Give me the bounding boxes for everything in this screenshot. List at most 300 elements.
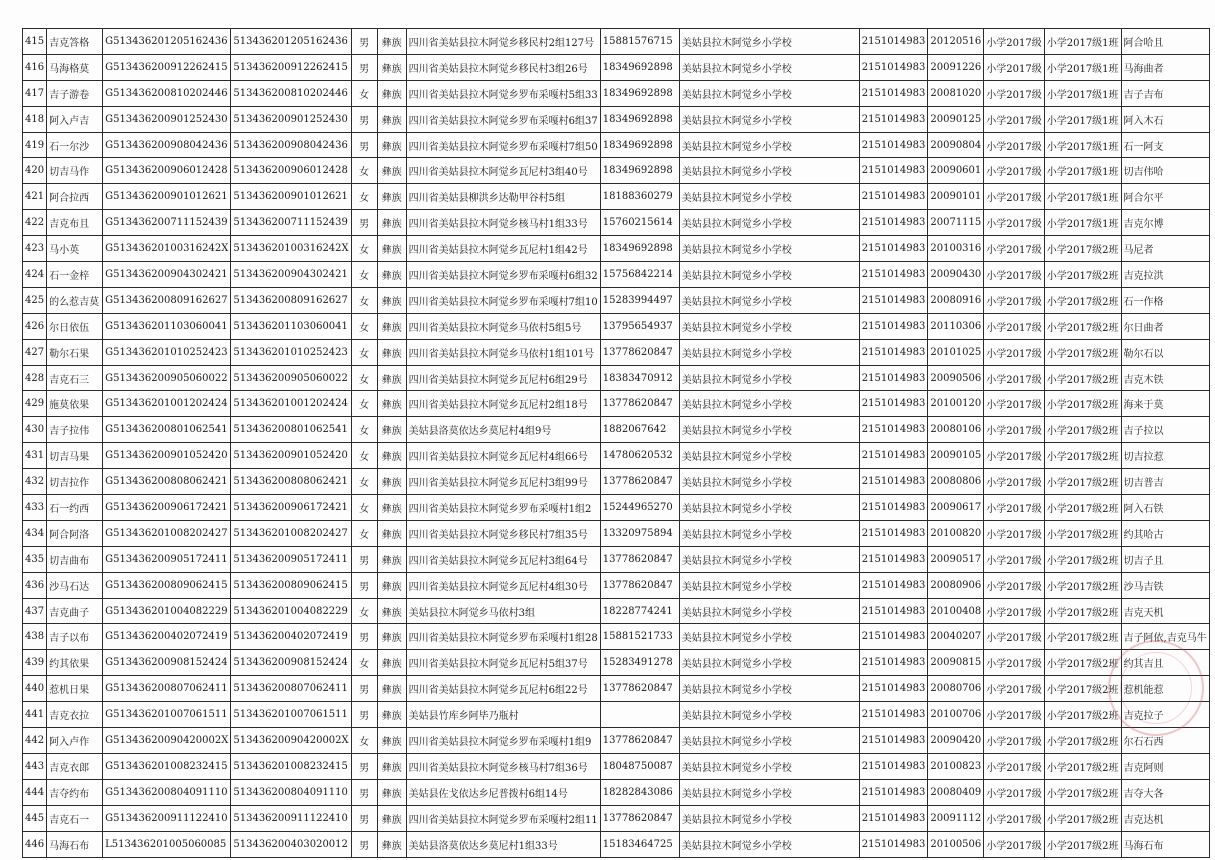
grade-cell: 小学2017级 bbox=[984, 132, 1044, 158]
row-number-cell: 429 bbox=[23, 391, 47, 417]
student-registry-id-cell: G513436200912262415 bbox=[103, 54, 231, 80]
row-number-cell: 427 bbox=[23, 339, 47, 365]
school-name-cell: 美姑县拉木阿觉乡小学校 bbox=[679, 184, 859, 210]
table-row bbox=[23, 572, 1210, 598]
student-name-cell: 阿入卢作 bbox=[47, 728, 103, 754]
id-card-number-cell: 513436201004082229 bbox=[231, 598, 351, 624]
guardian-name-cell: 吉克阿则 bbox=[1121, 753, 1209, 779]
gender-cell: 女 bbox=[351, 287, 377, 313]
guardian-name-cell: 海来于莫 bbox=[1121, 391, 1209, 417]
phone-number-cell: 18349692898 bbox=[600, 158, 679, 184]
ethnicity-cell: 彝族 bbox=[377, 287, 406, 313]
guardian-name-cell: 阿入石铁 bbox=[1121, 495, 1209, 521]
id-card-number-cell: 513436201103060041 bbox=[231, 313, 351, 339]
student-registry-id-cell: G513436201010252423 bbox=[103, 339, 231, 365]
guardian-name-cell: 约其哈古 bbox=[1121, 520, 1209, 546]
home-address-cell: 四川省美姑县拉木阿觉乡罗布采嘎村6组32 bbox=[406, 262, 600, 288]
row-number-cell: 421 bbox=[23, 184, 47, 210]
class-name-cell: 小学2017级2班 bbox=[1044, 728, 1121, 754]
school-code-cell: 2151014983 bbox=[859, 106, 928, 132]
school-name-cell: 美姑县拉木阿觉乡小学校 bbox=[679, 469, 859, 495]
id-card-number-cell: 513436201205162436 bbox=[231, 29, 351, 55]
guardian-name-cell: 石一阿支 bbox=[1121, 132, 1209, 158]
id-card-number-cell: 513436200809062415 bbox=[231, 572, 351, 598]
grade-cell: 小学2017级 bbox=[984, 365, 1044, 391]
student-name-cell: 吉克衣拉 bbox=[47, 702, 103, 728]
gender-cell: 男 bbox=[351, 779, 377, 805]
ethnicity-cell: 彝族 bbox=[377, 624, 406, 650]
ethnicity-cell: 彝族 bbox=[377, 365, 406, 391]
student-registry-id-cell: G513436200908042436 bbox=[103, 132, 231, 158]
home-address-cell: 四川省美姑县拉木阿觉乡移民村7组35号 bbox=[406, 520, 600, 546]
school-code-cell: 2151014983 bbox=[859, 417, 928, 443]
birth-date-cell: 20090105 bbox=[928, 443, 984, 469]
ethnicity-cell: 彝族 bbox=[377, 210, 406, 236]
grade-cell: 小学2017级 bbox=[984, 417, 1044, 443]
grade-cell: 小学2017级 bbox=[984, 158, 1044, 184]
phone-number-cell: 18349692898 bbox=[600, 80, 679, 106]
home-address-cell: 四川省美姑县拉木阿觉乡瓦尼村1组42号 bbox=[406, 236, 600, 262]
birth-date-cell: 20091112 bbox=[928, 805, 984, 831]
school-code-cell: 2151014983 bbox=[859, 753, 928, 779]
school-code-cell: 2151014983 bbox=[859, 236, 928, 262]
student-registry-id-cell: G513436200901252430 bbox=[103, 106, 231, 132]
grade-cell: 小学2017级 bbox=[984, 469, 1044, 495]
class-name-cell: 小学2017级2班 bbox=[1044, 753, 1121, 779]
birth-date-cell: 20090815 bbox=[928, 650, 984, 676]
row-number-cell: 431 bbox=[23, 443, 47, 469]
school-code-cell: 2151014983 bbox=[859, 80, 928, 106]
student-name-cell: 阿合阿洛 bbox=[47, 520, 103, 546]
school-name-cell: 美姑县拉木阿觉乡小学校 bbox=[679, 495, 859, 521]
gender-cell: 男 bbox=[351, 54, 377, 80]
student-registry-id-cell: G513436200801062541 bbox=[103, 417, 231, 443]
school-code-cell: 2151014983 bbox=[859, 546, 928, 572]
home-address-cell: 四川省美姑县拉木阿觉乡马依村5组5号 bbox=[406, 313, 600, 339]
guardian-name-cell: 沙马吉铁 bbox=[1121, 572, 1209, 598]
id-card-number-cell: 513436200906012428 bbox=[231, 158, 351, 184]
guardian-name-cell: 切吉子且 bbox=[1121, 546, 1209, 572]
student-roster-table bbox=[22, 28, 1210, 858]
phone-number-cell: 15283994497 bbox=[600, 287, 679, 313]
table-row bbox=[23, 106, 1210, 132]
class-name-cell: 小学2017级1班 bbox=[1044, 132, 1121, 158]
school-name-cell: 美姑县拉木阿觉乡小学校 bbox=[679, 546, 859, 572]
table-row bbox=[23, 236, 1210, 262]
table-row bbox=[23, 805, 1210, 831]
guardian-name-cell: 吉克达机 bbox=[1121, 805, 1209, 831]
school-name-cell: 美姑县拉木阿觉乡小学校 bbox=[679, 365, 859, 391]
guardian-name-cell: 吉克拉子 bbox=[1121, 702, 1209, 728]
phone-number-cell: 13778620847 bbox=[600, 572, 679, 598]
phone-number-cell: 13778620847 bbox=[600, 546, 679, 572]
student-registry-id-cell: G513436201103060041 bbox=[103, 313, 231, 339]
class-name-cell: 小学2017级2班 bbox=[1044, 339, 1121, 365]
gender-cell: 女 bbox=[351, 495, 377, 521]
ethnicity-cell: 彝族 bbox=[377, 702, 406, 728]
class-name-cell: 小学2017级2班 bbox=[1044, 572, 1121, 598]
grade-cell: 小学2017级 bbox=[984, 520, 1044, 546]
table-row bbox=[23, 391, 1210, 417]
school-code-cell: 2151014983 bbox=[859, 831, 928, 857]
table-row bbox=[23, 779, 1210, 805]
school-code-cell: 2151014983 bbox=[859, 520, 928, 546]
grade-cell: 小学2017级 bbox=[984, 262, 1044, 288]
gender-cell: 男 bbox=[351, 210, 377, 236]
guardian-name-cell: 切吉普吉 bbox=[1121, 469, 1209, 495]
phone-number-cell: 18188360279 bbox=[600, 184, 679, 210]
home-address-cell: 四川省美姑县拉木阿觉乡瓦尼村6组22号 bbox=[406, 676, 600, 702]
id-card-number-cell: 51343620090420002X bbox=[231, 728, 351, 754]
birth-date-cell: 20100820 bbox=[928, 520, 984, 546]
phone-number-cell: 13778620847 bbox=[600, 391, 679, 417]
guardian-name-cell: 惹机能惹 bbox=[1121, 676, 1209, 702]
class-name-cell: 小学2017级2班 bbox=[1044, 469, 1121, 495]
table-row bbox=[23, 262, 1210, 288]
grade-cell: 小学2017级 bbox=[984, 106, 1044, 132]
school-name-cell: 美姑县拉木阿觉乡小学校 bbox=[679, 54, 859, 80]
school-name-cell: 美姑县拉木阿觉乡小学校 bbox=[679, 132, 859, 158]
phone-number-cell: 15881521733 bbox=[600, 624, 679, 650]
table-row bbox=[23, 728, 1210, 754]
phone-number-cell: 18228774241 bbox=[600, 598, 679, 624]
phone-number-cell: 1882067642 bbox=[600, 417, 679, 443]
row-number-cell: 437 bbox=[23, 598, 47, 624]
school-name-cell: 美姑县拉木阿觉乡小学校 bbox=[679, 728, 859, 754]
home-address-cell: 美姑县洛莫依达乡莫尼村4组9号 bbox=[406, 417, 600, 443]
row-number-cell: 426 bbox=[23, 313, 47, 339]
student-registry-id-cell: G513436200808062421 bbox=[103, 469, 231, 495]
table-row bbox=[23, 753, 1210, 779]
student-name-cell: 切吉拉作 bbox=[47, 469, 103, 495]
school-code-cell: 2151014983 bbox=[859, 262, 928, 288]
table-row bbox=[23, 365, 1210, 391]
class-name-cell: 小学2017级2班 bbox=[1044, 365, 1121, 391]
phone-number-cell: 18349692898 bbox=[600, 54, 679, 80]
student-registry-id-cell: G513436200904302421 bbox=[103, 262, 231, 288]
id-card-number-cell: 513436201008202427 bbox=[231, 520, 351, 546]
table-row bbox=[23, 54, 1210, 80]
ethnicity-cell: 彝族 bbox=[377, 495, 406, 521]
row-number-cell: 434 bbox=[23, 520, 47, 546]
school-code-cell: 2151014983 bbox=[859, 365, 928, 391]
class-name-cell: 小学2017级2班 bbox=[1044, 624, 1121, 650]
school-code-cell: 2151014983 bbox=[859, 572, 928, 598]
student-name-cell: 马小英 bbox=[47, 236, 103, 262]
school-code-cell: 2151014983 bbox=[859, 650, 928, 676]
birth-date-cell: 20091226 bbox=[928, 54, 984, 80]
birth-date-cell: 20080706 bbox=[928, 676, 984, 702]
phone-number-cell bbox=[600, 702, 679, 728]
class-name-cell: 小学2017级2班 bbox=[1044, 676, 1121, 702]
home-address-cell: 四川省美姑县拉木阿觉乡瓦尼村2组18号 bbox=[406, 391, 600, 417]
class-name-cell: 小学2017级2班 bbox=[1044, 417, 1121, 443]
home-address-cell: 四川省美姑县拉木阿觉乡瓦尼村4组30号 bbox=[406, 572, 600, 598]
phone-number-cell: 13320975894 bbox=[600, 520, 679, 546]
table-row bbox=[23, 624, 1210, 650]
school-code-cell: 2151014983 bbox=[859, 391, 928, 417]
student-name-cell: 吉子拉伟 bbox=[47, 417, 103, 443]
grade-cell: 小学2017级 bbox=[984, 598, 1044, 624]
school-code-cell: 2151014983 bbox=[859, 495, 928, 521]
table-row bbox=[23, 184, 1210, 210]
id-card-number-cell: 513436200911122410 bbox=[231, 805, 351, 831]
guardian-name-cell: 吉克拉洪 bbox=[1121, 262, 1209, 288]
class-name-cell: 小学2017级2班 bbox=[1044, 520, 1121, 546]
ethnicity-cell: 彝族 bbox=[377, 54, 406, 80]
school-name-cell: 美姑县拉木阿觉乡小学校 bbox=[679, 650, 859, 676]
class-name-cell: 小学2017级1班 bbox=[1044, 54, 1121, 80]
grade-cell: 小学2017级 bbox=[984, 236, 1044, 262]
student-name-cell: 切吉曲布 bbox=[47, 546, 103, 572]
gender-cell: 男 bbox=[351, 132, 377, 158]
student-name-cell: 的么惹吉莫 bbox=[47, 287, 103, 313]
phone-number-cell: 15283491278 bbox=[600, 650, 679, 676]
gender-cell: 女 bbox=[351, 236, 377, 262]
ethnicity-cell: 彝族 bbox=[377, 469, 406, 495]
gender-cell: 女 bbox=[351, 443, 377, 469]
school-code-cell: 2151014983 bbox=[859, 313, 928, 339]
table-row bbox=[23, 495, 1210, 521]
ethnicity-cell: 彝族 bbox=[377, 598, 406, 624]
school-name-cell: 美姑县拉木阿觉乡小学校 bbox=[679, 624, 859, 650]
row-number-cell: 423 bbox=[23, 236, 47, 262]
birth-date-cell: 20090506 bbox=[928, 365, 984, 391]
phone-number-cell: 18048750087 bbox=[600, 753, 679, 779]
class-name-cell: 小学2017级1班 bbox=[1044, 29, 1121, 55]
class-name-cell: 小学2017级2班 bbox=[1044, 236, 1121, 262]
id-card-number-cell: 513436200908152424 bbox=[231, 650, 351, 676]
student-registry-id-cell: G513436200911122410 bbox=[103, 805, 231, 831]
student-registry-id-cell: G513436200711152439 bbox=[103, 210, 231, 236]
grade-cell: 小学2017级 bbox=[984, 29, 1044, 55]
table-row bbox=[23, 29, 1210, 55]
gender-cell: 男 bbox=[351, 805, 377, 831]
home-address-cell: 四川省美姑县拉木阿觉乡核马村1组33号 bbox=[406, 210, 600, 236]
birth-date-cell: 20090125 bbox=[928, 106, 984, 132]
ethnicity-cell: 彝族 bbox=[377, 728, 406, 754]
student-registry-id-cell: G513436200402072419 bbox=[103, 624, 231, 650]
home-address-cell: 四川省美姑县拉木阿觉乡罗布采嘎村1组2 bbox=[406, 495, 600, 521]
class-name-cell: 小学2017级2班 bbox=[1044, 650, 1121, 676]
ethnicity-cell: 彝族 bbox=[377, 443, 406, 469]
school-name-cell: 美姑县拉木阿觉乡小学校 bbox=[679, 779, 859, 805]
table-row bbox=[23, 339, 1210, 365]
grade-cell: 小学2017级 bbox=[984, 495, 1044, 521]
student-name-cell: 阿入卢吉 bbox=[47, 106, 103, 132]
grade-cell: 小学2017级 bbox=[984, 676, 1044, 702]
id-card-number-cell: 513436200901052420 bbox=[231, 443, 351, 469]
school-name-cell: 美姑县拉木阿觉乡小学校 bbox=[679, 339, 859, 365]
student-registry-id-cell: G513436200905172411 bbox=[103, 546, 231, 572]
ethnicity-cell: 彝族 bbox=[377, 520, 406, 546]
student-registry-id-cell: G513436201008232415 bbox=[103, 753, 231, 779]
school-code-cell: 2151014983 bbox=[859, 676, 928, 702]
guardian-name-cell: 阿入木石 bbox=[1121, 106, 1209, 132]
guardian-name-cell: 马海曲者 bbox=[1121, 54, 1209, 80]
id-card-number-cell: 513436200908042436 bbox=[231, 132, 351, 158]
birth-date-cell: 20100706 bbox=[928, 702, 984, 728]
ethnicity-cell: 彝族 bbox=[377, 106, 406, 132]
grade-cell: 小学2017级 bbox=[984, 831, 1044, 857]
grade-cell: 小学2017级 bbox=[984, 443, 1044, 469]
table-row bbox=[23, 132, 1210, 158]
ethnicity-cell: 彝族 bbox=[377, 650, 406, 676]
gender-cell: 女 bbox=[351, 469, 377, 495]
home-address-cell: 四川省美姑县拉木阿觉乡瓦尼村3组40号 bbox=[406, 158, 600, 184]
guardian-name-cell: 吉子阿依,吉克马牛 bbox=[1121, 624, 1209, 650]
table-row bbox=[23, 598, 1210, 624]
ethnicity-cell: 彝族 bbox=[377, 779, 406, 805]
school-name-cell: 美姑县拉木阿觉乡小学校 bbox=[679, 158, 859, 184]
row-number-cell: 418 bbox=[23, 106, 47, 132]
student-name-cell: 勒尔石果 bbox=[47, 339, 103, 365]
birth-date-cell: 20071115 bbox=[928, 210, 984, 236]
class-name-cell: 小学2017级2班 bbox=[1044, 287, 1121, 313]
class-name-cell: 小学2017级2班 bbox=[1044, 805, 1121, 831]
roster-body bbox=[23, 29, 1210, 858]
gender-cell: 男 bbox=[351, 29, 377, 55]
gender-cell: 女 bbox=[351, 339, 377, 365]
guardian-name-cell: 吉克木铁 bbox=[1121, 365, 1209, 391]
phone-number-cell: 15756842214 bbox=[600, 262, 679, 288]
id-card-number-cell: 513436200808062421 bbox=[231, 469, 351, 495]
guardian-name-cell: 吉夺大各 bbox=[1121, 779, 1209, 805]
school-code-cell: 2151014983 bbox=[859, 339, 928, 365]
home-address-cell: 四川省美姑县拉木阿觉乡核马村7组36号 bbox=[406, 753, 600, 779]
student-name-cell: 约其依果 bbox=[47, 650, 103, 676]
id-card-number-cell: 513436201007061511 bbox=[231, 702, 351, 728]
school-name-cell: 美姑县拉木阿觉乡小学校 bbox=[679, 391, 859, 417]
ethnicity-cell: 彝族 bbox=[377, 339, 406, 365]
student-name-cell: 吉克答格 bbox=[47, 29, 103, 55]
ethnicity-cell: 彝族 bbox=[377, 80, 406, 106]
guardian-name-cell: 吉子吉布 bbox=[1121, 80, 1209, 106]
grade-cell: 小学2017级 bbox=[984, 184, 1044, 210]
school-name-cell: 美姑县拉木阿觉乡小学校 bbox=[679, 313, 859, 339]
ethnicity-cell: 彝族 bbox=[377, 753, 406, 779]
gender-cell: 女 bbox=[351, 598, 377, 624]
id-card-number-cell: 513436201008232415 bbox=[231, 753, 351, 779]
gender-cell: 男 bbox=[351, 624, 377, 650]
school-code-cell: 2151014983 bbox=[859, 624, 928, 650]
phone-number-cell: 15244965270 bbox=[600, 495, 679, 521]
phone-number-cell: 13778620847 bbox=[600, 728, 679, 754]
table-row bbox=[23, 702, 1210, 728]
id-card-number-cell: 513436201001202424 bbox=[231, 391, 351, 417]
school-name-cell: 美姑县拉木阿觉乡小学校 bbox=[679, 29, 859, 55]
gender-cell: 女 bbox=[351, 520, 377, 546]
birth-date-cell: 20090101 bbox=[928, 184, 984, 210]
grade-cell: 小学2017级 bbox=[984, 779, 1044, 805]
class-name-cell: 小学2017级1班 bbox=[1044, 210, 1121, 236]
row-number-cell: 440 bbox=[23, 676, 47, 702]
home-address-cell: 四川省美姑县拉木阿觉乡罗布采嘎村6组37 bbox=[406, 106, 600, 132]
row-number-cell: 428 bbox=[23, 365, 47, 391]
row-number-cell: 415 bbox=[23, 29, 47, 55]
ethnicity-cell: 彝族 bbox=[377, 236, 406, 262]
grade-cell: 小学2017级 bbox=[984, 546, 1044, 572]
birth-date-cell: 20090430 bbox=[928, 262, 984, 288]
birth-date-cell: 20080906 bbox=[928, 572, 984, 598]
school-name-cell: 美姑县拉木阿觉乡小学校 bbox=[679, 417, 859, 443]
student-registry-id-cell: G513436200905060022 bbox=[103, 365, 231, 391]
gender-cell: 男 bbox=[351, 831, 377, 857]
phone-number-cell: 15183464725 bbox=[600, 831, 679, 857]
phone-number-cell: 13778620847 bbox=[600, 676, 679, 702]
school-code-cell: 2151014983 bbox=[859, 728, 928, 754]
home-address-cell: 四川省美姑县拉木阿觉乡罗布采嘎村1组28 bbox=[406, 624, 600, 650]
row-number-cell: 442 bbox=[23, 728, 47, 754]
gender-cell: 女 bbox=[351, 184, 377, 210]
student-name-cell: 石一尔沙 bbox=[47, 132, 103, 158]
gender-cell: 男 bbox=[351, 546, 377, 572]
id-card-number-cell: 513436201010252423 bbox=[231, 339, 351, 365]
home-address-cell: 四川省美姑县拉木阿觉乡瓦尼村3组64号 bbox=[406, 546, 600, 572]
student-name-cell: 沙马石达 bbox=[47, 572, 103, 598]
guardian-name-cell: 尔日曲者 bbox=[1121, 313, 1209, 339]
birth-date-cell: 20100408 bbox=[928, 598, 984, 624]
grade-cell: 小学2017级 bbox=[984, 728, 1044, 754]
id-card-number-cell: 513436200403020012 bbox=[231, 831, 351, 857]
gender-cell: 女 bbox=[351, 417, 377, 443]
birth-date-cell: 20080916 bbox=[928, 287, 984, 313]
grade-cell: 小学2017级 bbox=[984, 572, 1044, 598]
phone-number-cell: 13778620847 bbox=[600, 469, 679, 495]
class-name-cell: 小学2017级2班 bbox=[1044, 598, 1121, 624]
student-registry-id-cell: G51343620090420002X bbox=[103, 728, 231, 754]
student-registry-id-cell: G513436200908152424 bbox=[103, 650, 231, 676]
row-number-cell: 436 bbox=[23, 572, 47, 598]
home-address-cell: 美姑县佐戈依达乡尼普拨村6组14号 bbox=[406, 779, 600, 805]
school-name-cell: 美姑县拉木阿觉乡小学校 bbox=[679, 598, 859, 624]
birth-date-cell: 20100120 bbox=[928, 391, 984, 417]
table-row bbox=[23, 443, 1210, 469]
class-name-cell: 小学2017级2班 bbox=[1044, 391, 1121, 417]
ethnicity-cell: 彝族 bbox=[377, 313, 406, 339]
school-code-cell: 2151014983 bbox=[859, 779, 928, 805]
row-number-cell: 425 bbox=[23, 287, 47, 313]
phone-number-cell: 15881576715 bbox=[600, 29, 679, 55]
id-card-number-cell: 513436200807062411 bbox=[231, 676, 351, 702]
phone-number-cell: 13778620847 bbox=[600, 805, 679, 831]
student-registry-id-cell: G513436201007061511 bbox=[103, 702, 231, 728]
student-name-cell: 施莫依果 bbox=[47, 391, 103, 417]
student-registry-id-cell: G513436201001202424 bbox=[103, 391, 231, 417]
id-card-number-cell: 513436200809162627 bbox=[231, 287, 351, 313]
phone-number-cell: 18383470912 bbox=[600, 365, 679, 391]
birth-date-cell: 20090601 bbox=[928, 158, 984, 184]
home-address-cell: 四川省美姑县拉木阿觉乡瓦尼村5组37号 bbox=[406, 650, 600, 676]
home-address-cell: 四川省美姑县拉木阿觉乡罗布采嘎村7组10 bbox=[406, 287, 600, 313]
school-code-cell: 2151014983 bbox=[859, 158, 928, 184]
school-code-cell: 2151014983 bbox=[859, 29, 928, 55]
school-name-cell: 美姑县拉木阿觉乡小学校 bbox=[679, 572, 859, 598]
grade-cell: 小学2017级 bbox=[984, 391, 1044, 417]
class-name-cell: 小学2017级2班 bbox=[1044, 313, 1121, 339]
row-number-cell: 446 bbox=[23, 831, 47, 857]
row-number-cell: 435 bbox=[23, 546, 47, 572]
guardian-name-cell: 吉克天机 bbox=[1121, 598, 1209, 624]
grade-cell: 小学2017级 bbox=[984, 624, 1044, 650]
guardian-name-cell: 马海石布 bbox=[1121, 831, 1209, 857]
guardian-name-cell: 尔石石西 bbox=[1121, 728, 1209, 754]
home-address-cell: 四川省美姑县拉木阿觉乡移民村3组26号 bbox=[406, 54, 600, 80]
id-card-number-cell: 513436200905172411 bbox=[231, 546, 351, 572]
guardian-name-cell: 阿合尔平 bbox=[1121, 184, 1209, 210]
ethnicity-cell: 彝族 bbox=[377, 184, 406, 210]
ethnicity-cell: 彝族 bbox=[377, 391, 406, 417]
